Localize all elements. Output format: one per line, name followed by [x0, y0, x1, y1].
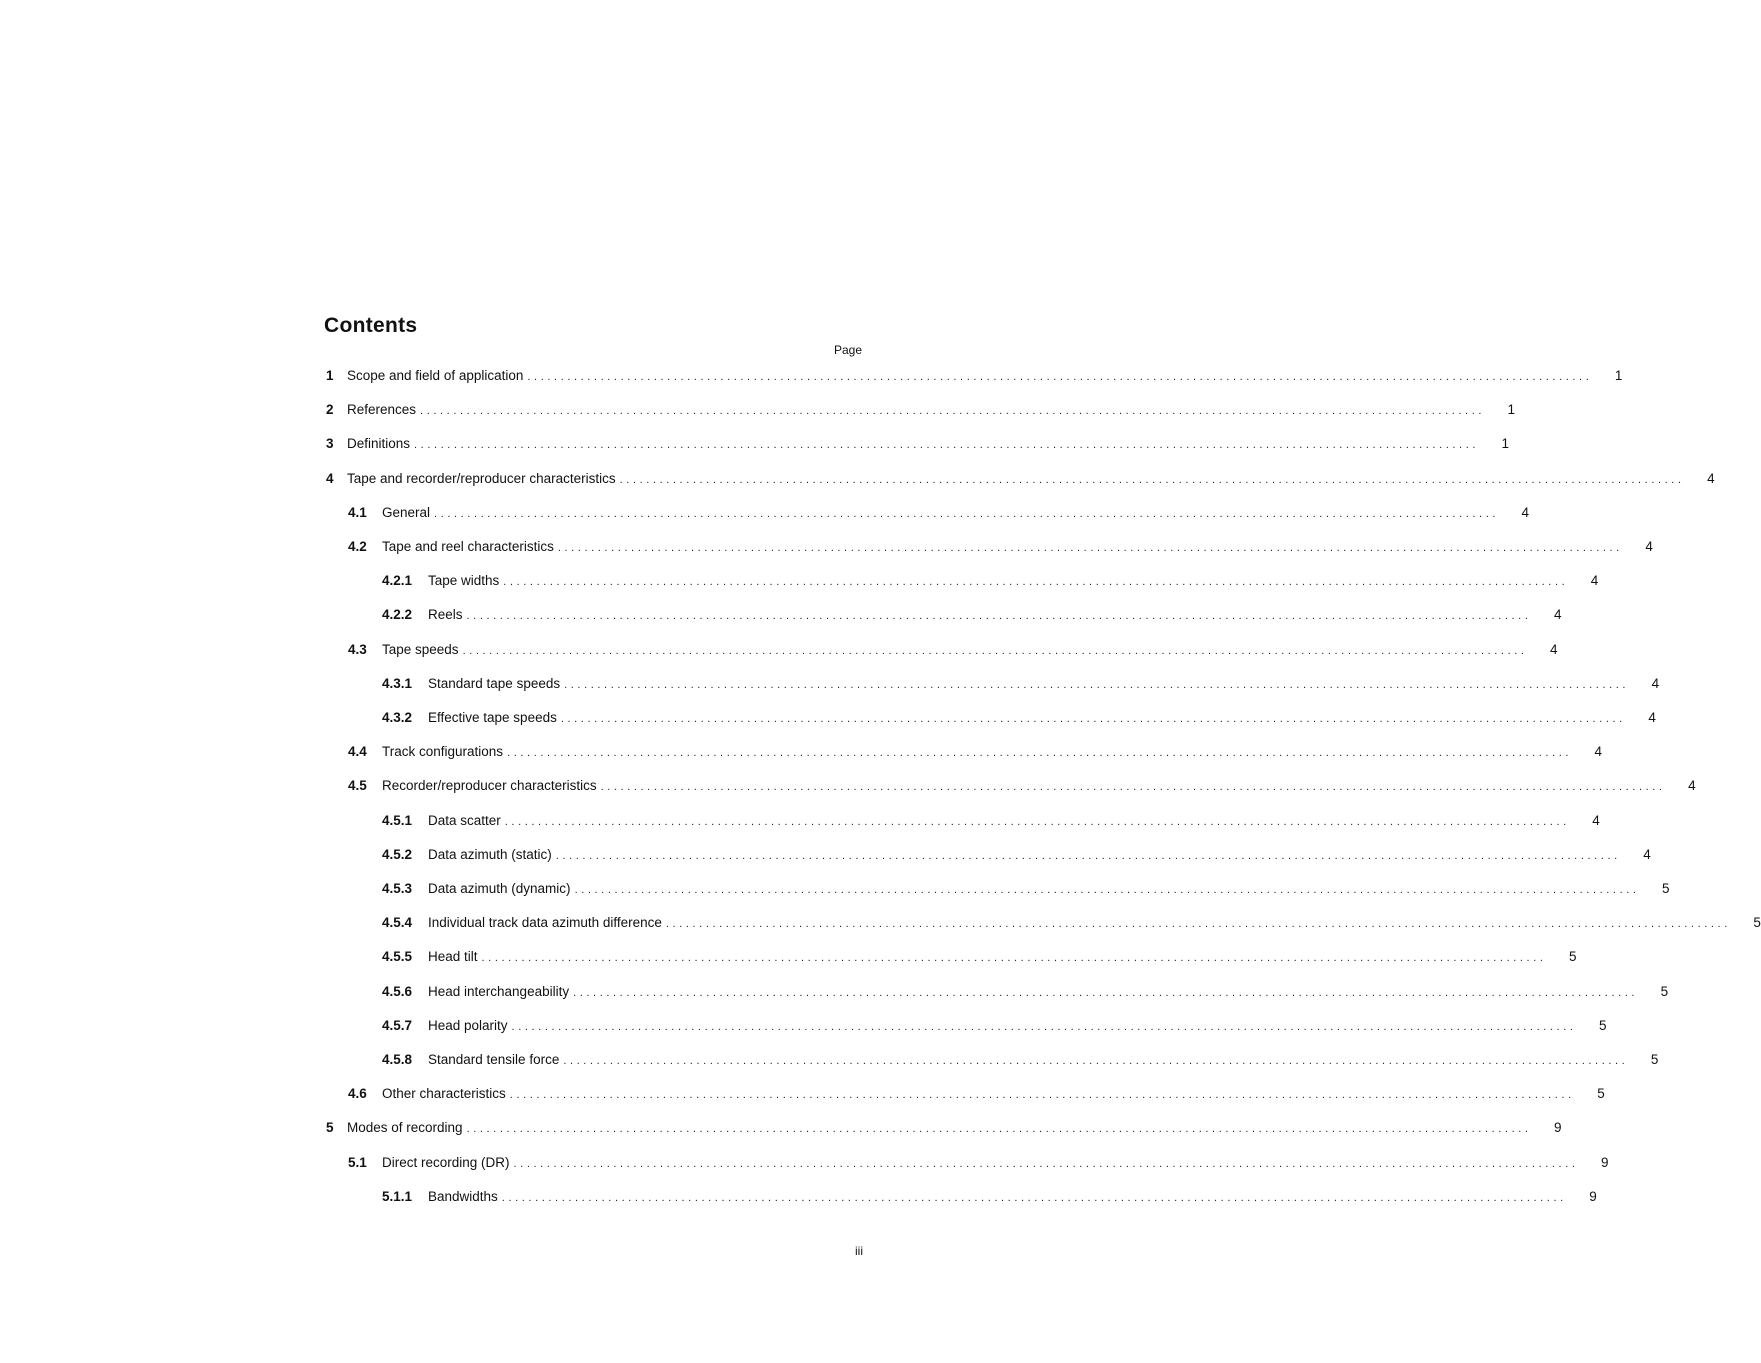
toc-entry-page: 9 — [1589, 1189, 1597, 1204]
toc-entry-number: 4.5.8 — [382, 1052, 413, 1067]
toc-entry-page: 5 — [1662, 881, 1670, 896]
dot-leader: ................................................................................................................................................................ — [503, 576, 1569, 588]
dot-leader: ................................................................................................................................................................ — [504, 816, 1570, 828]
toc-entry — [348, 539, 1653, 559]
toc-entry-number: 4.5.1 — [382, 813, 413, 828]
dot-leader: ................................................................................................................................................................ — [462, 645, 1528, 657]
toc-entry-title: Direct recording (DR) — [382, 1155, 510, 1170]
toc-entry — [382, 915, 1761, 935]
toc-entry-page: 9 — [1601, 1155, 1609, 1170]
toc-entry-title: Definitions — [347, 436, 411, 451]
dot-leader: ................................................................................................................................................................ — [527, 371, 1593, 383]
toc-entry-page: 4 — [1592, 813, 1600, 828]
page-title: Contents — [324, 314, 418, 337]
toc-entry — [348, 744, 1603, 764]
dot-leader: ................................................................................................................................................................ — [501, 1192, 1567, 1204]
toc-entry-title: Standard tensile force — [428, 1052, 560, 1067]
toc-entry-page: 4 — [1648, 710, 1656, 725]
toc-entry — [382, 573, 1599, 593]
toc-entry-title: Data azimuth (static) — [428, 847, 552, 862]
toc-entry-number: 4.5.2 — [382, 847, 413, 862]
toc-entry-title: Other characteristics — [382, 1086, 506, 1101]
toc-entry-number: 5.1.1 — [382, 1189, 413, 1204]
toc-entry-page: 4 — [1651, 676, 1660, 691]
dot-leader: ................................................................................................................................................................ — [574, 884, 1640, 896]
toc-entry — [348, 1155, 1609, 1175]
toc-entry — [348, 1086, 1605, 1106]
toc-entry-number: 4.5.7 — [382, 1018, 413, 1033]
toc-entry-title: Modes of recording — [347, 1120, 463, 1135]
dot-leader: ................................................................................................................................................................ — [507, 747, 1573, 759]
toc-entry — [382, 1018, 1607, 1038]
toc-entry-number: 4 — [326, 471, 334, 486]
toc-entry-number: 2 — [326, 402, 334, 417]
dot-leader: ................................................................................................................................................................ — [434, 508, 1500, 520]
toc-entry-title: Data azimuth (dynamic) — [428, 881, 571, 896]
toc-entry-title: Head tilt — [428, 949, 478, 964]
toc-entry-title: Tape speeds — [382, 642, 459, 657]
toc-entry-page: 4 — [1594, 744, 1603, 759]
toc-entry-number: 4.2 — [348, 539, 367, 554]
toc-entry-number: 5.1 — [348, 1155, 367, 1170]
toc-entry — [382, 813, 1600, 833]
toc-entry — [382, 1189, 1597, 1209]
toc-entry-number: 4.5.6 — [382, 984, 413, 999]
dot-leader: ................................................................................................................................................................ — [511, 1021, 1577, 1033]
dot-leader: ................................................................................................................................................................ — [600, 781, 1666, 793]
toc-entry-page: 5 — [1597, 1086, 1605, 1101]
toc-entry-page: 1 — [1501, 436, 1510, 451]
dot-leader: ................................................................................................................................................................ — [563, 1055, 1629, 1067]
toc-entry-title: Tape widths — [428, 573, 500, 588]
toc-entry-title: References — [347, 402, 417, 417]
toc-entry-number: 4.5.4 — [382, 915, 413, 930]
toc-entry — [382, 1052, 1659, 1072]
dot-leader: ................................................................................................................................................................ — [420, 405, 1486, 417]
toc-entry-number: 1 — [326, 368, 334, 383]
toc-entry-number: 4.3 — [348, 642, 367, 657]
toc-entry — [382, 607, 1562, 627]
toc-entry-page: 5 — [1660, 984, 1669, 999]
toc-entry-title: Scope and field of application — [347, 368, 524, 383]
toc-entry-number: 4.6 — [348, 1086, 367, 1101]
toc-entry — [326, 436, 1510, 456]
toc-entry-page: 4 — [1590, 573, 1599, 588]
toc-entry — [382, 984, 1669, 1004]
toc-entry — [326, 471, 1715, 491]
toc-entry-number: 5 — [326, 1120, 334, 1135]
toc-entry-title: Individual track data azimuth difference — [428, 915, 662, 930]
toc-entry-page: 4 — [1688, 778, 1696, 793]
toc-entry-title: Track configurations — [382, 744, 504, 759]
toc-entry — [382, 676, 1660, 696]
toc-entry-page: 4 — [1707, 471, 1715, 486]
dot-leader: ................................................................................................................................................................ — [564, 679, 1630, 691]
dot-leader: ................................................................................................................................................................ — [560, 713, 1626, 725]
toc-entry-title: Recorder/reproducer characteristics — [382, 778, 597, 793]
dot-leader: ................................................................................................................................................................ — [509, 1089, 1575, 1101]
toc-entry-title: Standard tape speeds — [428, 676, 561, 691]
toc-entry-page: 1 — [1614, 368, 1623, 383]
toc-entry — [382, 949, 1577, 969]
toc-entry-page: 4 — [1553, 607, 1562, 622]
dot-leader: ................................................................................................................................................................ — [414, 439, 1480, 451]
toc-entry-title: Head interchangeability — [428, 984, 570, 999]
toc-entry — [326, 402, 1516, 422]
page-column-label: Page — [834, 343, 863, 357]
dot-leader: ................................................................................................................................................................ — [573, 987, 1639, 999]
toc-entry-page: 5 — [1569, 949, 1577, 964]
toc-entry-page: 5 — [1753, 915, 1761, 930]
toc-entry-title: Reels — [428, 607, 463, 622]
toc-entry-title: Tape and recorder/reproducer characteristics — [347, 471, 616, 486]
toc-entry-number: 4.1 — [348, 505, 367, 520]
dot-leader: ................................................................................................................................................................ — [513, 1158, 1579, 1170]
toc-entry-number: 4.2.2 — [382, 607, 413, 622]
toc-entry-number: 4.2.1 — [382, 573, 413, 588]
dot-leader: ................................................................................................................................................................ — [481, 952, 1547, 964]
toc-entry-number: 3 — [326, 436, 334, 451]
toc-entry-page: 4 — [1645, 539, 1653, 554]
toc-entry-number: 4.4 — [348, 744, 367, 759]
dot-leader: ................................................................................................................................................................ — [665, 918, 1731, 930]
toc-entry-title: Head polarity — [428, 1018, 508, 1033]
toc-entry-title: Tape and reel characteristics — [382, 539, 554, 554]
toc-entry-number: 4.5.3 — [382, 881, 413, 896]
toc-entry-page: 9 — [1554, 1120, 1562, 1135]
toc-entry — [382, 710, 1656, 730]
toc-entry-page: 4 — [1521, 505, 1530, 520]
dot-leader: ................................................................................................................................................................ — [555, 850, 1621, 862]
toc-entry — [326, 1120, 1562, 1140]
toc-entry — [326, 368, 1623, 388]
toc-entry-number: 4.3.2 — [382, 710, 413, 725]
toc-entry — [348, 642, 1558, 662]
toc-entry-title: General — [382, 505, 431, 520]
dot-leader: ................................................................................................................................................................ — [466, 610, 1532, 622]
toc-entry-page: 4 — [1550, 642, 1558, 657]
footer-page-number: iii — [855, 1244, 863, 1258]
toc-entry-title: Effective tape speeds — [428, 710, 557, 725]
dot-leader: ................................................................................................................................................................ — [466, 1123, 1532, 1135]
toc-entry-title: Data scatter — [428, 813, 501, 828]
toc-entry — [348, 778, 1696, 798]
toc-entry — [382, 881, 1670, 901]
toc-entry-page: 5 — [1599, 1018, 1607, 1033]
toc-entry-page: 1 — [1507, 402, 1516, 417]
toc-entry — [382, 847, 1651, 867]
dot-leader: ................................................................................................................................................................ — [557, 542, 1623, 554]
toc-entry-page: 5 — [1650, 1052, 1659, 1067]
toc-entry-number: 4.5 — [348, 778, 367, 793]
toc-entry-number: 4.3.1 — [382, 676, 413, 691]
dot-leader: ................................................................................................................................................................ — [619, 474, 1685, 486]
toc-entry-title: Bandwidths — [428, 1189, 498, 1204]
toc-entry — [348, 505, 1530, 525]
toc-entry-number: 4.5.5 — [382, 949, 413, 964]
toc-entry-page: 4 — [1643, 847, 1651, 862]
